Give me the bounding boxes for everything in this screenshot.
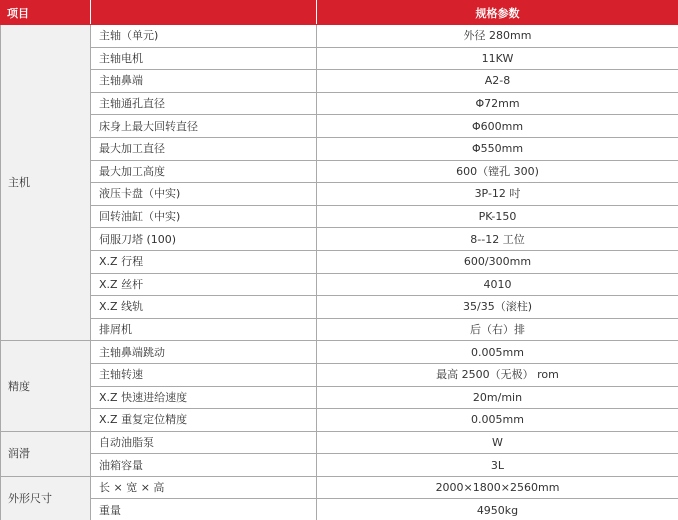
- value-cell: A2-8: [317, 70, 678, 93]
- header-category: 项目: [1, 1, 91, 25]
- table-row: [1, 47, 678, 70]
- table-row: [1, 250, 678, 273]
- item-cell: 主轴（单元): [91, 25, 317, 48]
- item-cell: 液压卡盘（中实): [91, 183, 317, 206]
- table-row: [1, 318, 678, 341]
- table-row: [1, 205, 678, 228]
- table-row: [1, 454, 678, 477]
- value-cell: 外径 280mm: [317, 25, 678, 48]
- category-cell: 外形尺寸: [1, 476, 91, 520]
- table-row: [1, 499, 678, 520]
- item-cell: 最大加工直径: [91, 137, 317, 160]
- value-cell: 8--12 工位: [317, 228, 678, 251]
- item-cell: 主轴通孔直径: [91, 92, 317, 115]
- value-cell: 4010: [317, 273, 678, 296]
- table-row: [1, 92, 678, 115]
- table-row: [1, 137, 678, 160]
- item-cell: 排屑机: [91, 318, 317, 341]
- item-cell: X.Z 行程: [91, 250, 317, 273]
- spec-table-header: [1, 1, 678, 25]
- table-row: [1, 183, 678, 206]
- item-cell: 主轴鼻端跳动: [91, 341, 317, 364]
- value-cell: 后（右）排: [317, 318, 678, 341]
- item-cell: X.Z 重复定位精度: [91, 409, 317, 432]
- value-cell: Φ600mm: [317, 115, 678, 138]
- value-cell: 35/35（滚柱): [317, 296, 678, 319]
- item-cell: X.Z 快速进给速度: [91, 386, 317, 409]
- table-row: [1, 25, 678, 48]
- value-cell: 600（镗孔 300): [317, 160, 678, 183]
- item-cell: X.Z 线轨: [91, 296, 317, 319]
- table-row: [1, 115, 678, 138]
- table-row: [1, 431, 678, 454]
- spec-table-body: [1, 25, 678, 520]
- value-cell: PK-150: [317, 205, 678, 228]
- table-row: [1, 386, 678, 409]
- value-cell: 3P-12 吋: [317, 183, 678, 206]
- table-row: [1, 409, 678, 432]
- item-cell: 重量: [91, 499, 317, 520]
- value-cell: 0.005mm: [317, 341, 678, 364]
- value-cell: Φ72mm: [317, 92, 678, 115]
- table-row: [1, 228, 678, 251]
- value-cell: W: [317, 431, 678, 454]
- header-item: [91, 1, 317, 25]
- item-cell: 长 × 宽 × 高: [91, 476, 317, 499]
- item-cell: 油箱容量: [91, 454, 317, 477]
- table-row: [1, 341, 678, 364]
- item-cell: 自动油脂泵: [91, 431, 317, 454]
- item-cell: 主轴电机: [91, 47, 317, 70]
- value-cell: 600/300mm: [317, 250, 678, 273]
- value-cell: 11KW: [317, 47, 678, 70]
- category-cell: 润滑: [1, 431, 91, 476]
- item-cell: 回转油缸（中实): [91, 205, 317, 228]
- item-cell: X.Z 丝杆: [91, 273, 317, 296]
- value-cell: 2000×1800×2560mm: [317, 476, 678, 499]
- item-cell: 最大加工高度: [91, 160, 317, 183]
- value-cell: 20m/min: [317, 386, 678, 409]
- value-cell: 3L: [317, 454, 678, 477]
- value-cell: 0.005mm: [317, 409, 678, 432]
- value-cell: 最高 2500（无极） rom: [317, 363, 678, 386]
- header-spec: 规格参数: [317, 1, 678, 25]
- value-cell: 4950kg: [317, 499, 678, 520]
- category-cell: 精度: [1, 341, 91, 431]
- category-cell: 主机: [1, 25, 91, 341]
- item-cell: 伺服刀塔 (100): [91, 228, 317, 251]
- item-cell: 床身上最大回转直径: [91, 115, 317, 138]
- table-row: [1, 363, 678, 386]
- item-cell: 主轴鼻端: [91, 70, 317, 93]
- table-row: [1, 296, 678, 319]
- table-row: [1, 273, 678, 296]
- table-row: [1, 160, 678, 183]
- value-cell: Φ550mm: [317, 137, 678, 160]
- item-cell: 主轴转速: [91, 363, 317, 386]
- header-row: [1, 1, 678, 25]
- table-row: [1, 476, 678, 499]
- table-row: [1, 70, 678, 93]
